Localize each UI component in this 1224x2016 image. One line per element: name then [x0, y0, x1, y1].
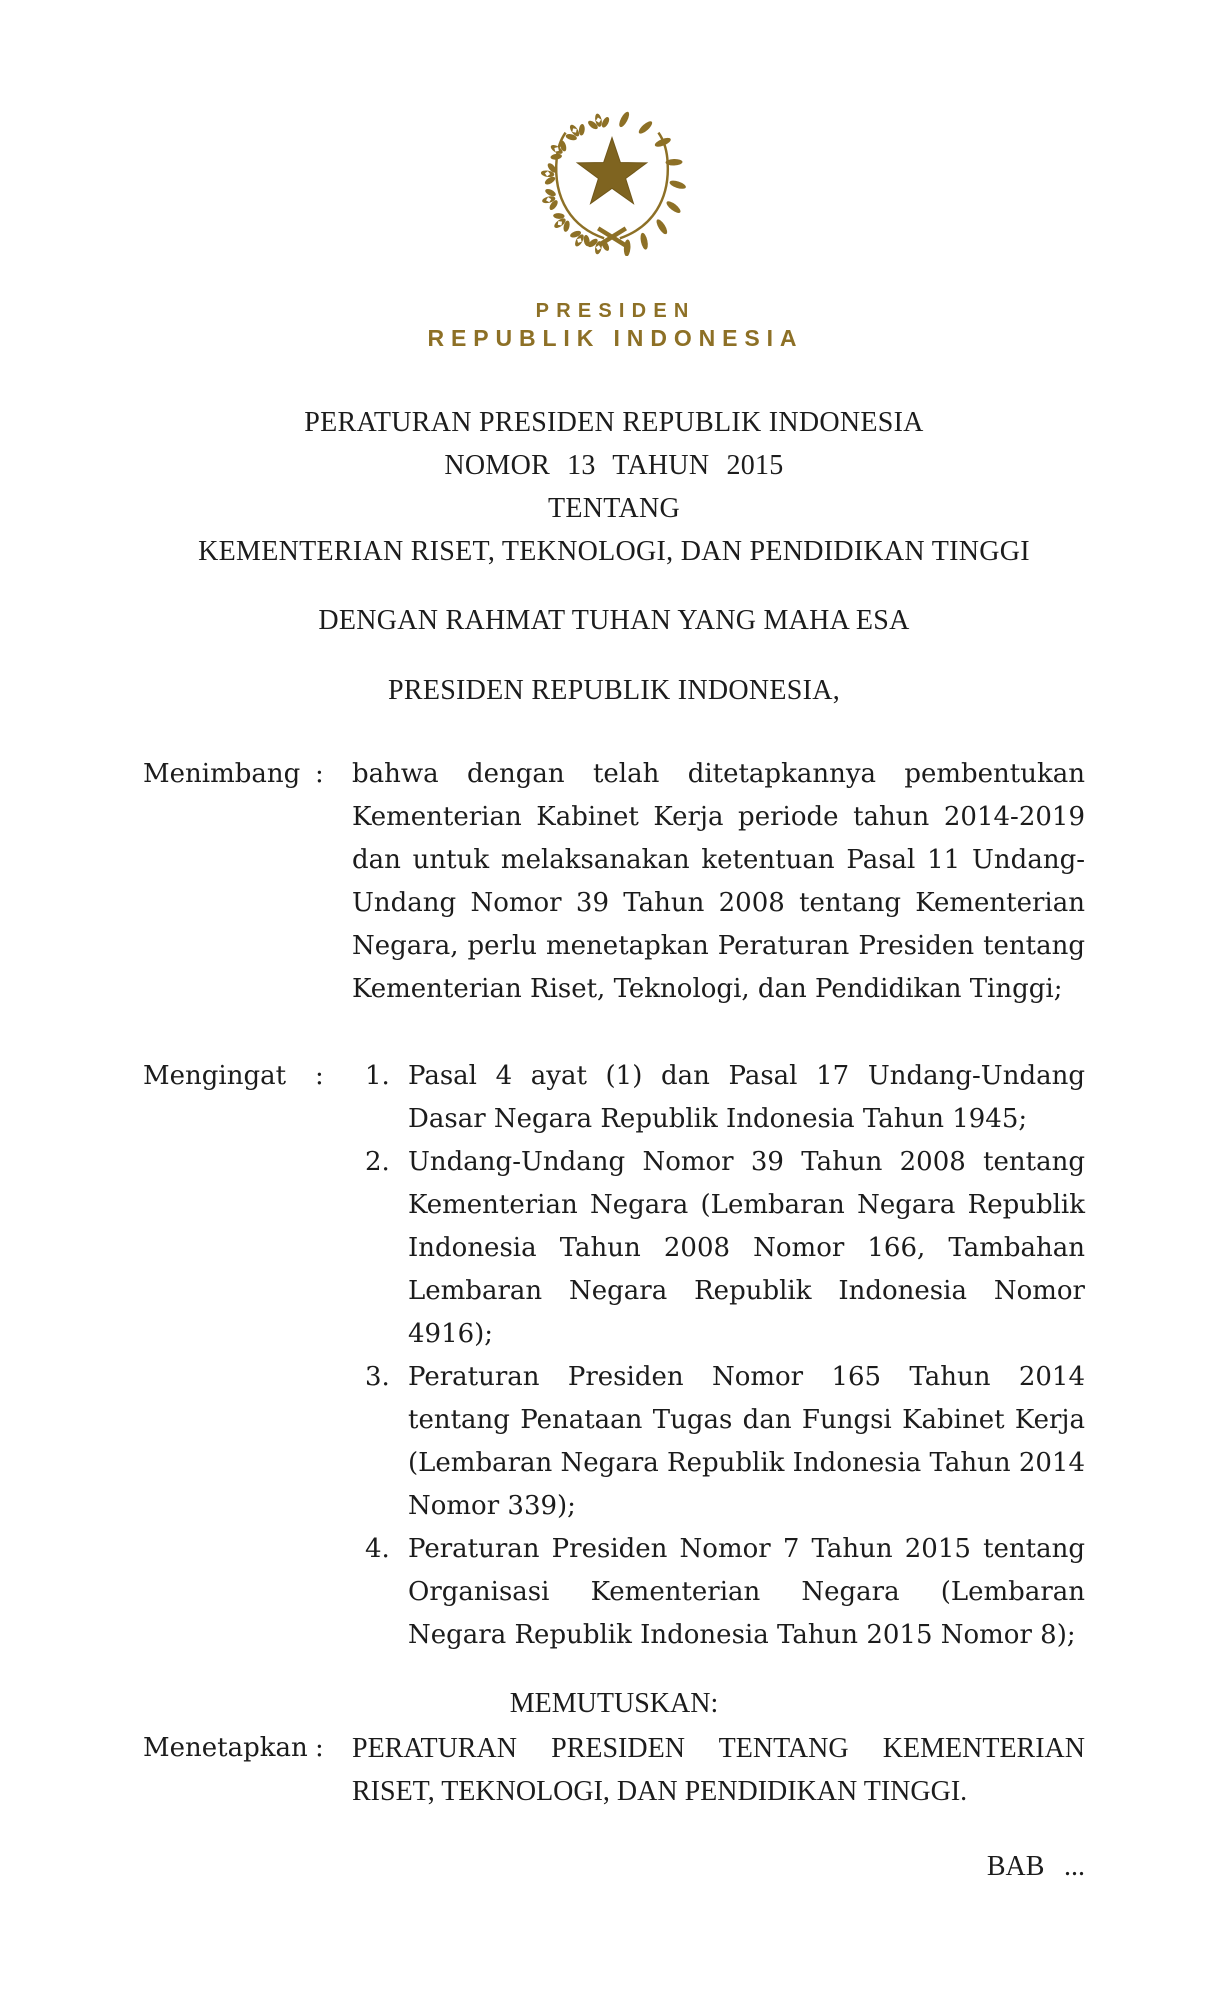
list-item-text: Peraturan Presiden Nomor 165 Tahun 2014 tentang Penataan Tugas dan Fungsi Kabinet Kerja (Lembaran Negara Republik Indonesia Tahun 2014 Nomor 339);	[408, 1362, 1086, 1521]
list-item-number: 1.	[365, 1061, 390, 1091]
list-item	[352, 1528, 1085, 1657]
considering-colon: :	[315, 759, 324, 789]
enacting-clause	[143, 1727, 1085, 1813]
list-item-text: Pasal 4 ayat (1) dan Pasal 17 Undang-Undang Dasar Negara Republik Indonesia Tahun 1945;	[408, 1061, 1085, 1134]
decision-heading: MEMUTUSKAN:	[509, 1688, 719, 1719]
list-item-number: 3.	[365, 1362, 390, 1392]
list-item-number: 4.	[365, 1534, 390, 1564]
regulation-title: PERATURAN PRESIDEN REPUBLIK INDONESIA	[304, 407, 924, 438]
enacting-text: PERATURAN PRESIDEN TENTANG KEMENTERIAN RISET, TEKNOLOGI, DAN PENDIDIKAN TINGGI.	[352, 1733, 1085, 1807]
considering-text: bahwa dengan telah ditetapkannya pembentukan Kementerian Kabinet Kerja periode tahun 2014-2019 dan untuk melaksanakan ketentuan Pasal 11 Undang-Undang Nomor 39 Tahun 2008 tentang Kementerian Negara, perlu menetapkan Peraturan Presiden tentang Kementerian Riset, Teknologi, dan Pendidikan Tinggi;	[352, 759, 1085, 1004]
regulation-subject: KEMENTERIAN RISET, TEKNOLOGI, DAN PENDIDIKAN TINGGI	[198, 536, 1030, 567]
letterhead-republik-indonesia: REPUBLIK INDONESIA	[427, 325, 804, 351]
document-body	[0, 401, 1224, 1888]
list-item-number: 2.	[365, 1147, 390, 1177]
tentang-label: TENTANG	[548, 493, 680, 524]
regulation-number: NOMOR 13 TAHUN 2015	[444, 450, 784, 481]
page-continuation-mark: BAB ...	[986, 1851, 1085, 1882]
letterhead-presiden: PRESIDEN	[535, 300, 696, 322]
list-item	[352, 1141, 1085, 1356]
recalling-list	[352, 1055, 1085, 1657]
list-item-text: Peraturan Presiden Nomor 7 Tahun 2015 tentang Organisasi Kementerian Negara (Lembaran Negara Republik Indonesia Tahun 2015 Nomor 8);	[408, 1534, 1085, 1650]
enacting-label: Menetapkan	[143, 1733, 308, 1763]
list-item	[352, 1055, 1085, 1141]
considering-label: Menimbang	[143, 759, 301, 789]
considering-clause	[143, 753, 1085, 1011]
enacting-colon: :	[315, 1733, 324, 1763]
authority-line: PRESIDEN REPUBLIK INDONESIA,	[388, 675, 840, 706]
invocation-line: DENGAN RAHMAT TUHAN YANG MAHA ESA	[318, 605, 910, 636]
title-block	[143, 401, 1085, 712]
recalling-label: Mengingat	[143, 1061, 287, 1091]
list-item-text: Undang-Undang Nomor 39 Tahun 2008 tentang Kementerian Negara (Lembaran Negara Republik Indonesia Tahun 2008 Nomor 166, Tambahan Lembaran Negara Republik Indonesia Nomor 4916);	[408, 1147, 1085, 1349]
letterhead	[0, 0, 1224, 351]
list-item	[352, 1356, 1085, 1528]
recalling-colon: :	[315, 1061, 324, 1091]
recalling-clause	[143, 1055, 1085, 1657]
presidential-star-wreath-emblem-icon	[533, 106, 691, 256]
